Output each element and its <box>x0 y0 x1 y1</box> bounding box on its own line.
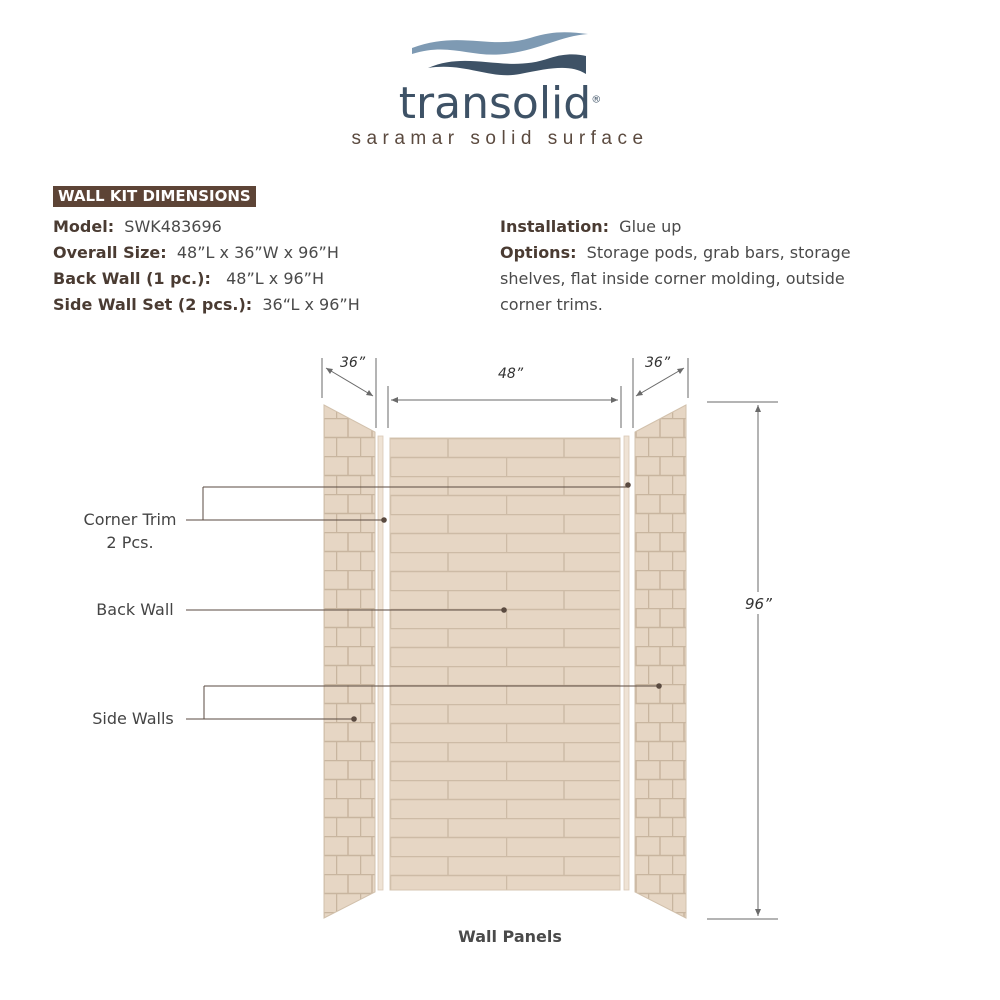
corner-trim-right <box>624 436 629 890</box>
spec-label: Options: <box>500 243 577 262</box>
dimension-label-right: 36” <box>645 355 671 371</box>
spec-value: 36“L x 96”H <box>262 295 360 314</box>
brand-name-text: transolid <box>398 78 592 129</box>
spec-value-line1: Storage pods, grab bars, storage <box>586 243 851 262</box>
spec-value-line2: shelves, flat inside corner molding, outside <box>500 269 845 288</box>
dimension-label-left: 36” <box>340 355 366 371</box>
dimension-height-96 <box>707 402 778 919</box>
spec-value: 48”L x 36”W x 96”H <box>176 243 339 262</box>
leader-dot-side-wall-right <box>656 683 662 689</box>
callout-side-walls: Side Walls <box>92 709 174 728</box>
dimension-label-center: 48” <box>498 366 524 382</box>
spec-value: Glue up <box>619 217 682 236</box>
leader-dot-side-wall-left <box>351 716 357 722</box>
dimension-center-48 <box>388 386 621 428</box>
spec-value-line3: corner trims. <box>500 295 603 314</box>
leader-dot-corner-trim-right <box>625 482 631 488</box>
callout-corner-trim <box>70 510 190 552</box>
callout-back-wall: Back Wall <box>96 600 174 619</box>
diagram-caption: Wall Panels <box>458 927 562 946</box>
callout-corner-trim-line2: 2 Pcs. <box>106 533 154 552</box>
spec-label: Overall Size: <box>53 243 167 262</box>
spec-value: SWK483696 <box>124 217 222 236</box>
section-title: WALL KIT DIMENSIONS <box>53 186 256 207</box>
side-wall-left <box>324 405 375 918</box>
dimension-label-height: 96” <box>745 595 772 613</box>
corner-trim-left <box>378 436 383 890</box>
leader-dot-corner-trim-left <box>381 517 387 523</box>
registered-mark: ® <box>591 94 602 106</box>
spec-label: Side Wall Set (2 pcs.): <box>53 295 253 314</box>
leader-dot-back-wall <box>501 607 507 613</box>
spec-value: 48”L x 96”H <box>226 269 324 288</box>
spec-label: Model: <box>53 217 115 236</box>
back-wall-panel <box>390 438 620 890</box>
spec-label: Installation: <box>500 217 609 236</box>
side-wall-right <box>635 405 686 918</box>
brand-tagline: saramar solid surface <box>351 128 649 149</box>
spec-label: Back Wall (1 pc.): <box>53 269 211 288</box>
callout-corner-trim-line1: Corner Trim <box>83 510 177 529</box>
